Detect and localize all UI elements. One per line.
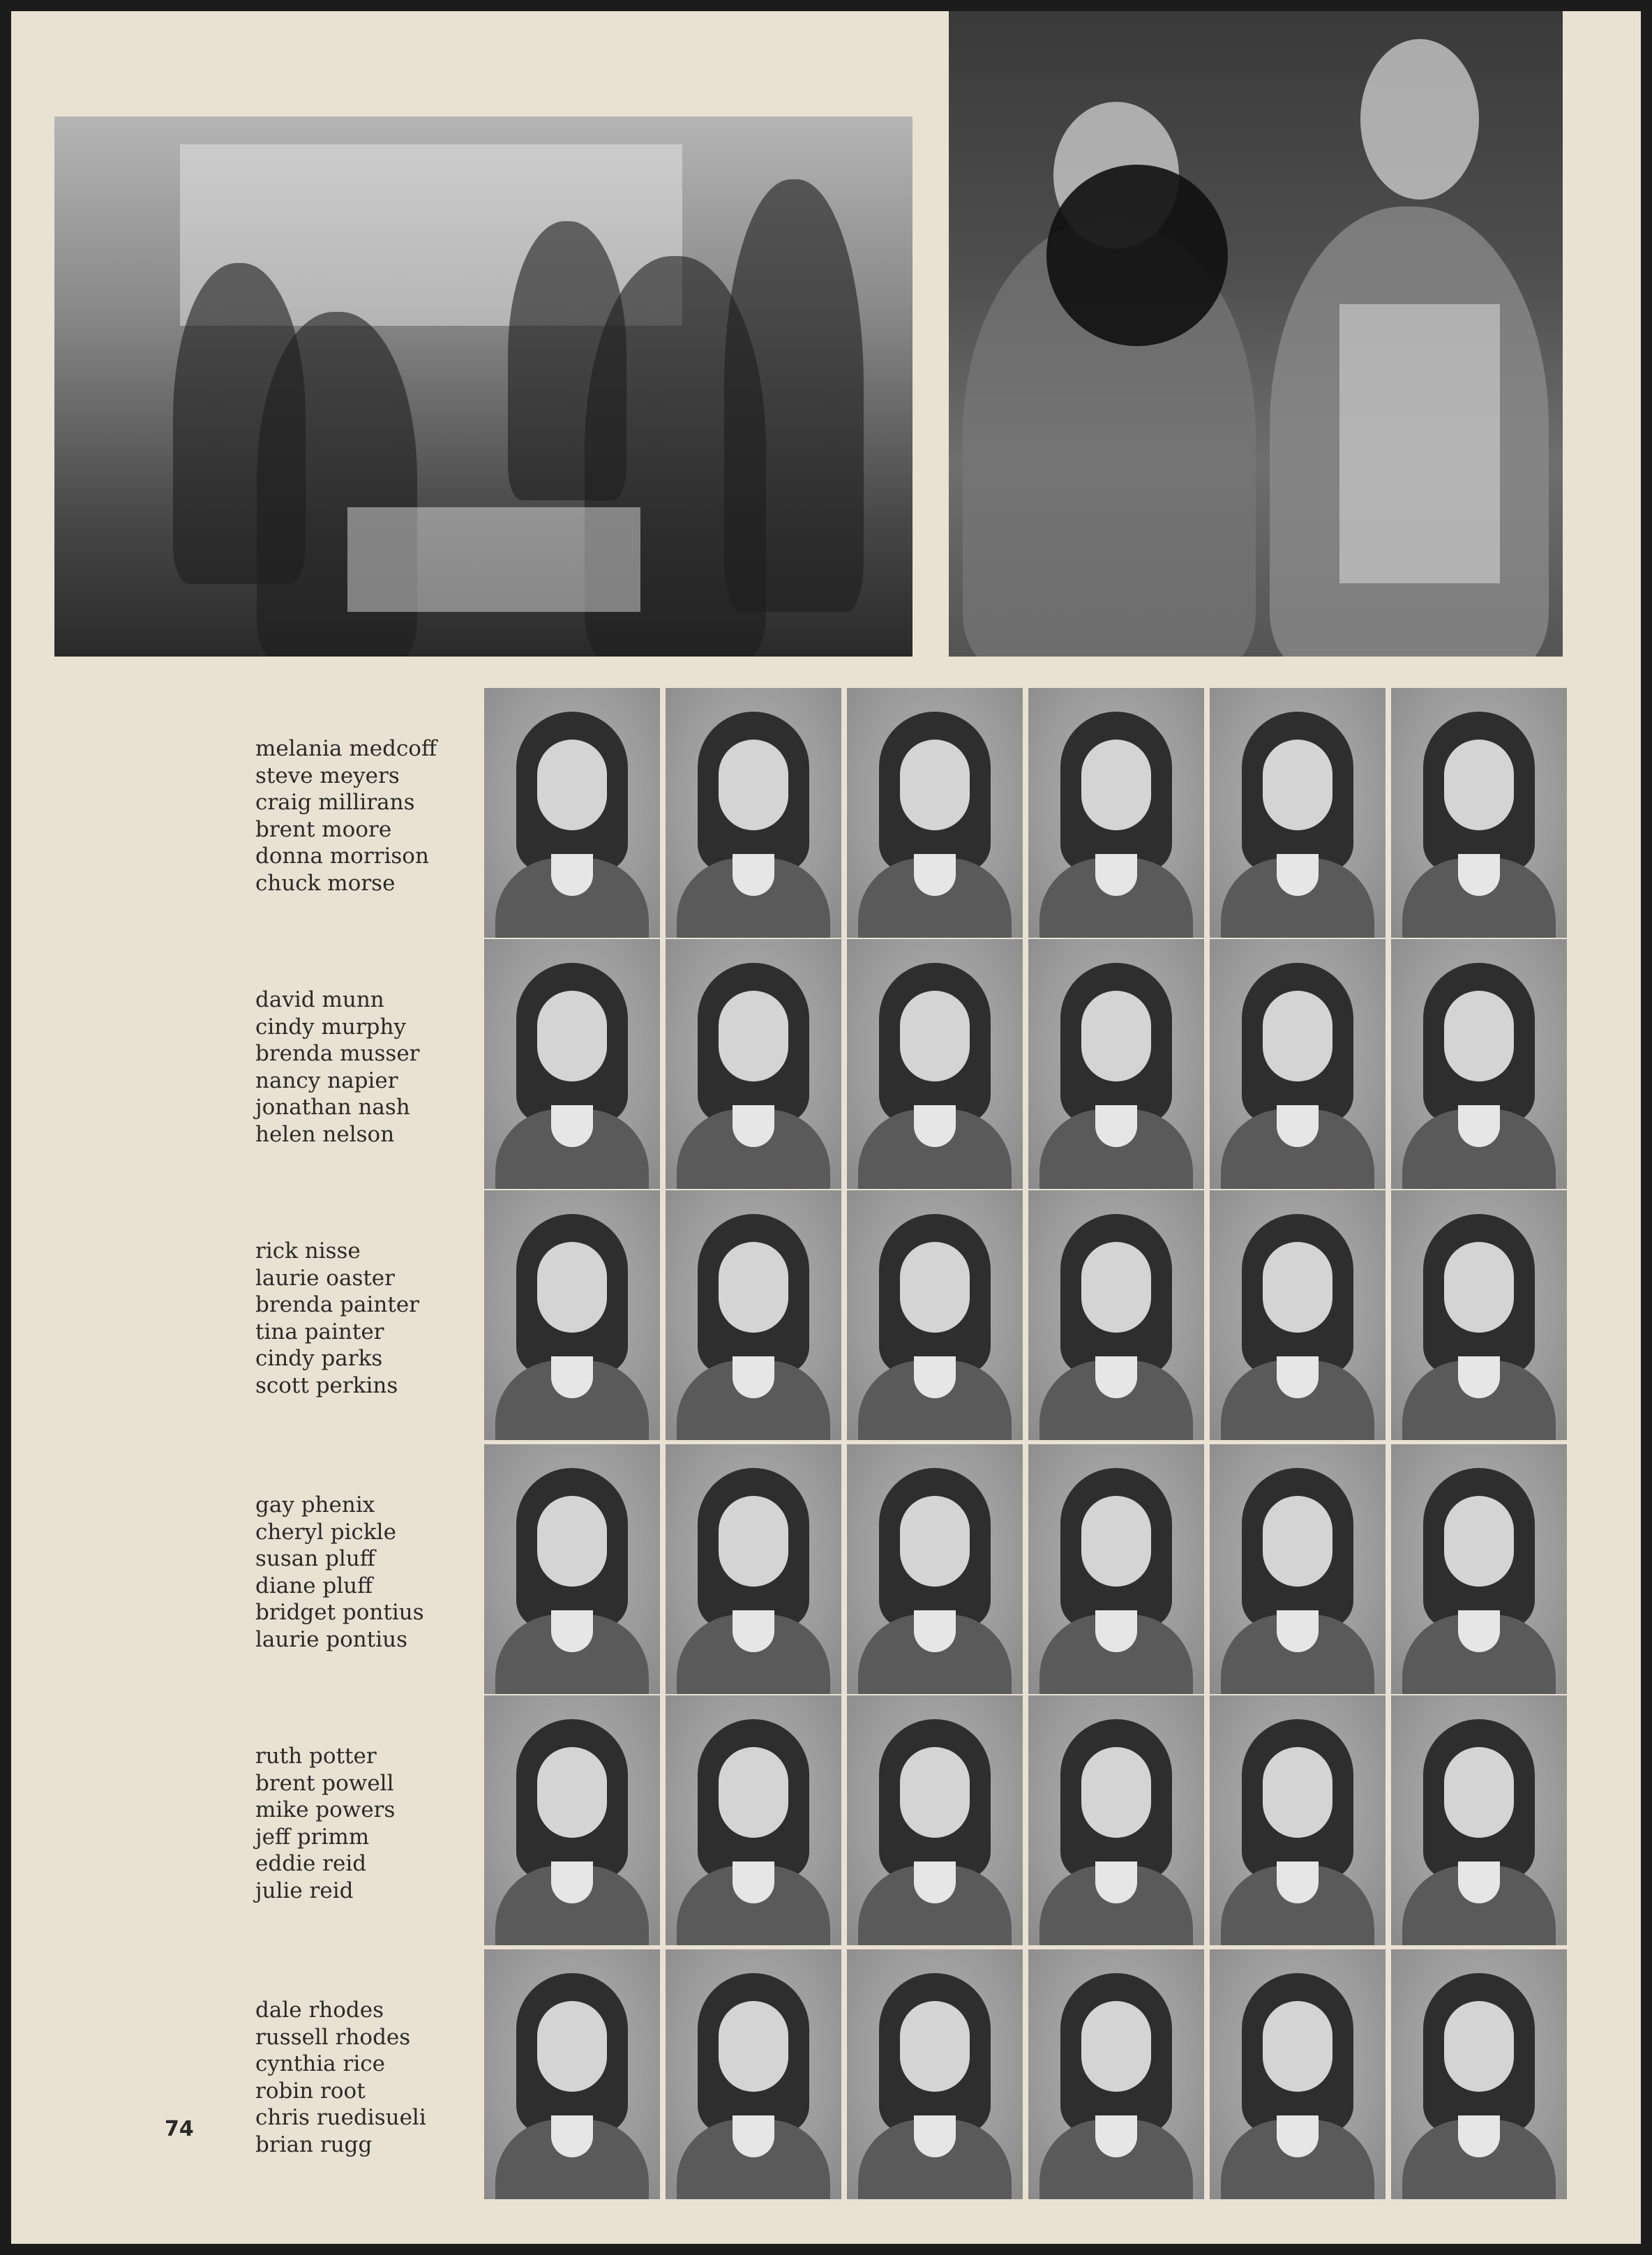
portrait-collar: [733, 2115, 774, 2157]
student-portrait: [1028, 1949, 1204, 2199]
student-portrait: [1210, 1949, 1386, 2199]
portrait-collar: [733, 1356, 774, 1398]
portrait-collar: [1095, 1610, 1137, 1652]
portrait-face: [537, 991, 607, 1081]
student-name: brenda painter: [255, 1292, 419, 1317]
portrait-collar: [733, 1105, 774, 1147]
student-portrait: [1391, 939, 1567, 1189]
portrait-face: [1263, 1496, 1332, 1587]
student-portrait: [1028, 1190, 1204, 1440]
student-portrait: [847, 1190, 1023, 1440]
portrait-face: [1081, 1747, 1151, 1838]
student-name: cindy murphy: [255, 1014, 406, 1040]
student-name: mike powers: [255, 1797, 396, 1822]
student-portrait: [1391, 1949, 1567, 2199]
student-portrait: [666, 1444, 841, 1694]
portrait-face: [900, 740, 970, 830]
student-portrait: [1028, 1444, 1204, 1694]
portrait-face: [1263, 2001, 1332, 2092]
portrait-collar: [1458, 854, 1500, 896]
photo-students-costumes: [949, 11, 1563, 657]
portrait-collar: [914, 1610, 956, 1652]
student-figure: [724, 179, 864, 612]
student-portrait: [1391, 1190, 1567, 1440]
portrait-collar: [551, 1861, 593, 1903]
student-portrait: [484, 1190, 660, 1440]
student-portrait: [666, 939, 841, 1189]
student-portrait: [1210, 688, 1386, 938]
portrait-collar: [1277, 1861, 1319, 1903]
student-name: julie reid: [255, 1878, 354, 1903]
portrait-grid: [484, 1949, 1567, 2199]
student-name: dale rhodes: [255, 1998, 384, 2023]
student-name: donna morrison: [255, 844, 429, 869]
costume-feathers: [1339, 304, 1500, 583]
student-name: brenda musser: [255, 1041, 420, 1066]
student-portrait: [847, 939, 1023, 1189]
portrait-row: [11, 1190, 1641, 1440]
student-name-list: [255, 1743, 395, 1904]
student-head: [1360, 39, 1479, 200]
portrait-collar: [1095, 1861, 1137, 1903]
portrait-collar: [1277, 854, 1319, 896]
student-portrait: [847, 1949, 1023, 2199]
student-name: rick nisse: [255, 1238, 361, 1264]
student-portrait: [847, 1444, 1023, 1694]
student-name: diane pluff: [255, 1573, 373, 1598]
page-number: 74: [165, 2117, 194, 2141]
student-portrait: [1210, 1695, 1386, 1945]
portrait-face: [900, 2001, 970, 2092]
student-name: brian rugg: [255, 2132, 373, 2157]
student-name: robin root: [255, 2078, 366, 2104]
portrait-face: [1444, 1242, 1514, 1333]
portrait-row: [11, 1695, 1641, 1945]
student-portrait: [666, 688, 841, 938]
portrait-collar: [914, 2115, 956, 2157]
portrait-face: [1081, 991, 1151, 1081]
student-portrait: [1391, 688, 1567, 938]
portrait-collar: [1458, 1356, 1500, 1398]
portrait-collar: [914, 1356, 956, 1398]
student-name: bridget pontius: [255, 1600, 424, 1625]
portrait-face: [1263, 740, 1332, 830]
student-name: gay phenix: [255, 1492, 375, 1518]
student-name: cynthia rice: [255, 2051, 385, 2076]
portrait-collar: [1095, 854, 1137, 896]
student-name: helen nelson: [255, 1121, 395, 1147]
student-name: craig millirans: [255, 790, 415, 815]
portrait-face: [719, 740, 788, 830]
student-name: laurie oaster: [255, 1265, 395, 1291]
student-name: brent powell: [255, 1770, 394, 1796]
portrait-face: [1081, 2001, 1151, 2092]
student-name: susan pluff: [255, 1546, 375, 1571]
portrait-collar: [551, 1356, 593, 1398]
student-portrait: [1210, 1190, 1386, 1440]
portrait-row: [11, 1444, 1641, 1694]
portrait-face: [1081, 1496, 1151, 1587]
portrait-face: [1444, 740, 1514, 830]
student-name: brent moore: [255, 816, 392, 842]
portrait-collar: [1095, 1105, 1137, 1147]
portrait-face: [900, 991, 970, 1081]
portrait-face: [1444, 1496, 1514, 1587]
portrait-row: [11, 688, 1641, 938]
portrait-collar: [1095, 2115, 1137, 2157]
portrait-face: [719, 1747, 788, 1838]
student-name: jonathan nash: [255, 1095, 410, 1120]
student-portrait: [484, 1444, 660, 1694]
portrait-face: [1263, 991, 1332, 1081]
portrait-face: [1444, 2001, 1514, 2092]
student-portrait: [847, 688, 1023, 938]
student-portrait: [666, 1695, 841, 1945]
portrait-face: [1263, 1242, 1332, 1333]
student-name: eddie reid: [255, 1851, 367, 1876]
portrait-face: [537, 1242, 607, 1333]
portrait-face: [900, 1496, 970, 1587]
portrait-collar: [551, 1610, 593, 1652]
student-portrait: [484, 1949, 660, 2199]
student-name: scott perkins: [255, 1372, 398, 1398]
craft-table: [347, 507, 640, 612]
portrait-collar: [1095, 1356, 1137, 1398]
portrait-face: [1263, 1747, 1332, 1838]
student-name: cheryl pickle: [255, 1519, 396, 1545]
student-portrait: [1028, 939, 1204, 1189]
portrait-row: [11, 1949, 1641, 2199]
portrait-face: [900, 1242, 970, 1333]
portrait-face: [719, 991, 788, 1081]
portrait-face: [1444, 991, 1514, 1081]
student-portrait: [1028, 1695, 1204, 1945]
student-portrait: [1210, 939, 1386, 1189]
student-name: russell rhodes: [255, 2024, 411, 2050]
student-name: chris ruedisueli: [255, 2105, 426, 2130]
portrait-collar: [1277, 1610, 1319, 1652]
portrait-collar: [1277, 1105, 1319, 1147]
portrait-grid: [484, 1695, 1567, 1945]
portrait-collar: [914, 1861, 956, 1903]
portrait-collar: [551, 1105, 593, 1147]
student-name-list: [255, 1238, 419, 1399]
portrait-face: [900, 1747, 970, 1838]
student-name-list: [255, 1492, 424, 1653]
student-portrait: [666, 1949, 841, 2199]
portrait-face: [537, 2001, 607, 2092]
student-name: jeff primm: [255, 1824, 370, 1850]
portrait-face: [1444, 1747, 1514, 1838]
portrait-collar: [733, 1610, 774, 1652]
student-portrait: [484, 688, 660, 938]
portrait-face: [537, 1747, 607, 1838]
portrait-collar: [1458, 1105, 1500, 1147]
portrait-row: [11, 939, 1641, 1189]
portrait-face: [1081, 740, 1151, 830]
student-portrait: [1028, 688, 1204, 938]
student-portrait: [1210, 1444, 1386, 1694]
portrait-face: [719, 2001, 788, 2092]
costume-beard: [1046, 165, 1228, 346]
yearbook-page: [11, 11, 1641, 2244]
student-name-list: [255, 735, 437, 897]
student-name: steve meyers: [255, 763, 400, 788]
portrait-grid: [484, 1444, 1567, 1694]
student-name: david munn: [255, 987, 384, 1012]
student-portrait: [484, 1695, 660, 1945]
student-name-list: [255, 1997, 426, 2158]
photo-students-craft-table: [54, 117, 913, 657]
portrait-collar: [914, 854, 956, 896]
student-name: ruth potter: [255, 1744, 377, 1769]
portrait-collar: [1458, 2115, 1500, 2157]
student-portrait: [484, 939, 660, 1189]
student-name: laurie pontius: [255, 1626, 408, 1652]
portrait-grid: [484, 1190, 1567, 1440]
portrait-face: [719, 1242, 788, 1333]
portrait-collar: [733, 1861, 774, 1903]
portrait-collar: [1458, 1610, 1500, 1652]
portrait-collar: [551, 2115, 593, 2157]
portrait-collar: [733, 854, 774, 896]
student-portrait: [666, 1190, 841, 1440]
portrait-face: [719, 1496, 788, 1587]
student-portrait: [1391, 1444, 1567, 1694]
portrait-grid: [484, 939, 1567, 1189]
portrait-grid: [484, 688, 1567, 938]
student-name: melania medcoff: [255, 736, 437, 761]
portrait-collar: [1277, 1356, 1319, 1398]
student-portrait: [1391, 1695, 1567, 1945]
student-name: nancy napier: [255, 1067, 398, 1093]
portrait-collar: [1277, 2115, 1319, 2157]
portrait-face: [537, 1496, 607, 1587]
student-name: tina painter: [255, 1319, 384, 1344]
student-portrait: [847, 1695, 1023, 1945]
portrait-face: [537, 740, 607, 830]
portrait-face: [1081, 1242, 1151, 1333]
portrait-collar: [914, 1105, 956, 1147]
portrait-collar: [1458, 1861, 1500, 1903]
portrait-collar: [551, 854, 593, 896]
student-name-list: [255, 987, 420, 1148]
student-name: chuck morse: [255, 870, 396, 896]
student-name: cindy parks: [255, 1346, 383, 1371]
